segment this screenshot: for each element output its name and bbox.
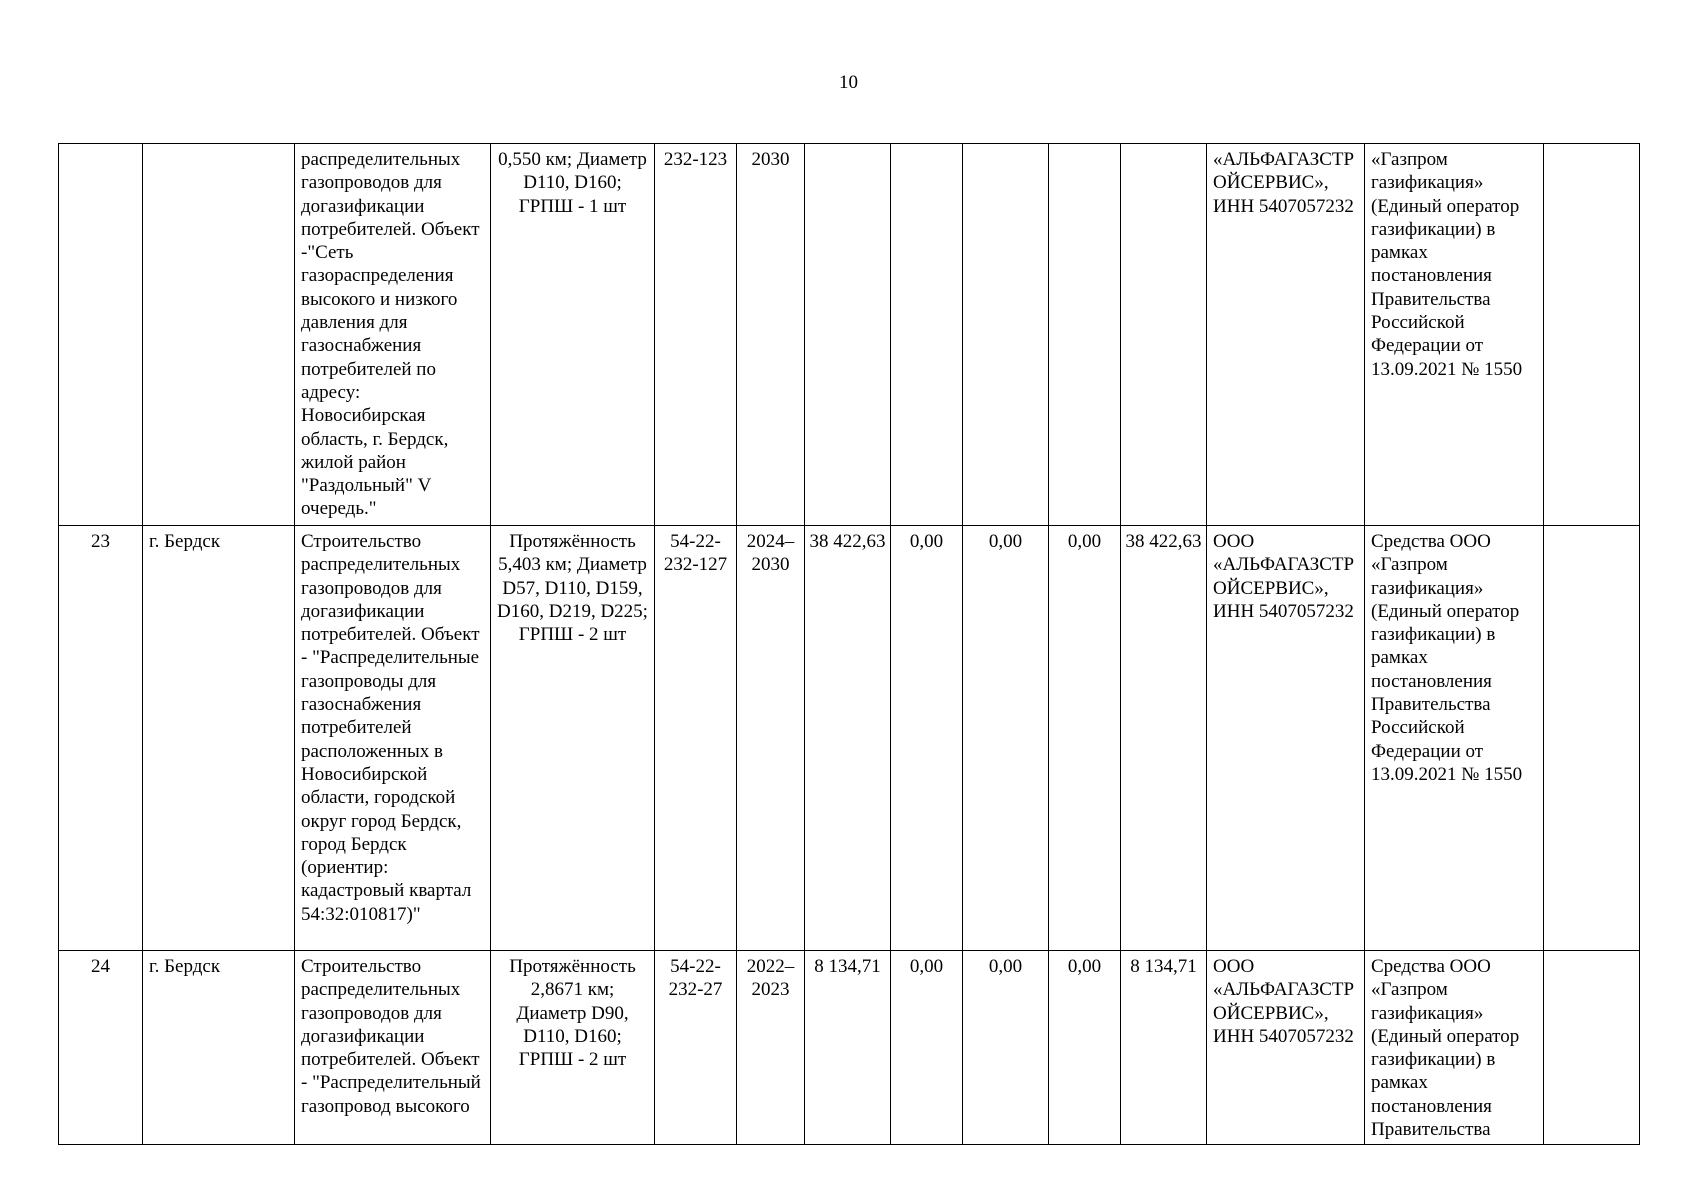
extra-cell: [1544, 951, 1640, 1145]
program-table: [58, 143, 1640, 1145]
row-number-cell: [59, 144, 143, 526]
total-cell: [805, 144, 891, 526]
row-number-cell: 23: [59, 526, 143, 951]
code-cell: 232-123: [655, 144, 737, 526]
value-cell: 0,00: [963, 526, 1049, 951]
organization-cell: «АЛЬФАГАЗСТРОЙСЕРВИС», ИНН 5407057232: [1207, 144, 1365, 526]
value-cell: 0,00: [891, 526, 963, 951]
funding-source-cell: Средства ООО «Газпром газификация» (Единый оператор газификации) в рамках постановления Правительства Российской Федерации от 13.09.2021 № 1550: [1365, 526, 1544, 951]
value-cell: 8 134,71: [1121, 951, 1207, 1145]
total-cell: 38 422,63: [805, 526, 891, 951]
value-cell: 38 422,63: [1121, 526, 1207, 951]
page-number: 10: [839, 72, 858, 93]
value-cell: [891, 144, 963, 526]
locality-cell: г. Бердск: [143, 951, 295, 1145]
period-cell: 2022–2023: [737, 951, 805, 1145]
extra-cell: [1544, 526, 1640, 951]
funding-source-cell: «Газпром газификация» (Единый оператор газификации) в рамках постановления Правительства Российской Федерации от 13.09.2021 № 1550: [1365, 144, 1544, 526]
organization-cell: ООО «АЛЬФАГАЗСТРОЙСЕРВИС», ИНН 5407057232: [1207, 951, 1365, 1145]
extra-cell: [1544, 144, 1640, 526]
code-cell: 54-22-232-127: [655, 526, 737, 951]
table-row: [59, 526, 1640, 951]
funding-source-cell: Средства ООО «Газпром газификация» (Единый оператор газификации) в рамках постановления Правительства: [1365, 951, 1544, 1145]
characteristics-cell: Протяжённость 5,403 км; Диаметр D57, D110, D159, D160, D219, D225; ГРПШ - 2 шт: [491, 526, 655, 951]
value-cell: [963, 144, 1049, 526]
period-cell: 2030: [737, 144, 805, 526]
characteristics-cell: Протяжённость 2,8671 км; Диаметр D90, D110, D160; ГРПШ - 2 шт: [491, 951, 655, 1145]
code-cell: 54-22-232-27: [655, 951, 737, 1145]
value-cell: [1049, 144, 1121, 526]
organization-cell: ООО «АЛЬФАГАЗСТРОЙСЕРВИС», ИНН 5407057232: [1207, 526, 1365, 951]
value-cell: 0,00: [891, 951, 963, 1145]
description-cell: Строительство распределительных газопроводов для догазификации потребителей. Объект - "Распределительные газопроводы для газоснабжения потребителей расположенных в Новосибирской области, городской округ город Бердск, город Бердск (ориентир: кадастровый квартал 54:32:010817)": [295, 526, 491, 951]
table-row: [59, 144, 1640, 526]
value-cell: 0,00: [1049, 526, 1121, 951]
description-cell: распределительных газопроводов для догазификации потребителей. Объект -"Сеть газораспределения высокого и низкого давления для газоснабжения потребителей по адресу: Новосибирская область, г. Бердск, жилой район "Раздольный" V очередь.": [295, 144, 491, 526]
value-cell: 0,00: [963, 951, 1049, 1145]
value-cell: 0,00: [1049, 951, 1121, 1145]
value-cell: [1121, 144, 1207, 526]
total-cell: 8 134,71: [805, 951, 891, 1145]
characteristics-cell: 0,550 км; Диаметр D110, D160; ГРПШ - 1 шт: [491, 144, 655, 526]
description-cell: Строительство распределительных газопроводов для догазификации потребителей. Объект - "Распределительный газопровод высокого: [295, 951, 491, 1145]
table-row: [59, 951, 1640, 1145]
row-number-cell: 24: [59, 951, 143, 1145]
locality-cell: г. Бердск: [143, 526, 295, 951]
period-cell: 2024–2030: [737, 526, 805, 951]
locality-cell: [143, 144, 295, 526]
